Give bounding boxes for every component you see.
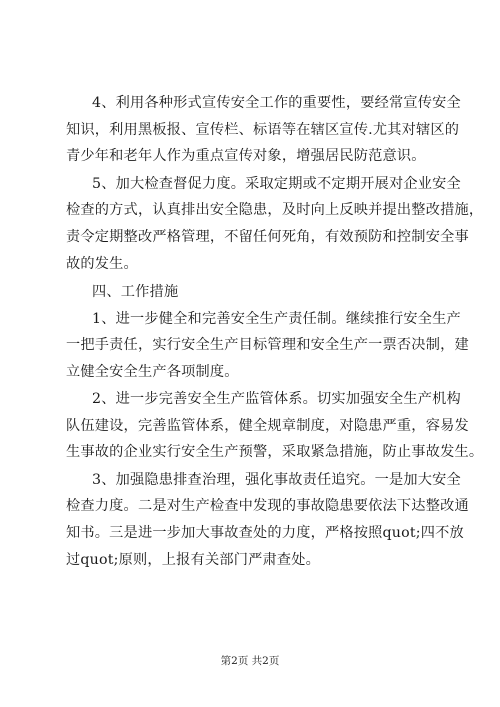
body-line-4: 5、加大检查督促力度。采取定期或不定期开展对企业安全 [92, 176, 461, 192]
section-heading: 四、工作措施 [92, 284, 179, 300]
body-line-10: 一把手责任，实行安全生产目标管理和安全生产一票否决制，建 [66, 337, 469, 353]
body-line-18: 过quot;原则，上报有关部门严肃查处。 [66, 552, 321, 568]
body-line-6: 责令定期整改严格管理，不留任何死角，有效预防和控制安全事 [66, 229, 469, 245]
body-line-3: 青少年和老年人作为重点宣传对象，增强居民防范意识。 [66, 148, 426, 164]
page-footer: 第2页 共2页 [220, 655, 280, 667]
body-line-2: 知识，利用黑板报、宣传栏、标语等在辖区宣传.尤其对辖区的 [66, 122, 460, 138]
body-line-9: 1、进一步健全和完善安全生产责任制。继续推行安全生产 [92, 311, 461, 327]
body-line-11: 立健全安全生产各项制度。 [66, 364, 239, 380]
body-line-5: 检查的方式，认真排出安全隐患，及时向上反映并提出整改措施， [66, 202, 484, 218]
body-line-1: 4、利用各种形式宣传安全工作的重要性，要经常宣传安全 [92, 95, 461, 111]
body-line-13: 队伍建设，完善监管体系，健全规章制度，对隐患严重，容易发 [66, 418, 469, 434]
body-line-17: 知书。三是进一步加大事故查处的力度，严格按照quot;四不放 [66, 525, 464, 541]
body-line-12: 2、进一步完善安全生产监管体系。切实加强安全生产机构 [92, 391, 461, 407]
body-line-16: 检查力度。二是对生产检查中发现的事故隐患要依法下达整改通 [66, 498, 469, 514]
body-line-7: 故的发生。 [66, 256, 138, 272]
body-line-15: 3、加强隐患排查治理，强化事故责任追究。一是加大安全 [92, 472, 461, 488]
body-line-14: 生事故的企业实行安全生产预警，采取紧急措施，防止事故发生。 [66, 444, 484, 460]
